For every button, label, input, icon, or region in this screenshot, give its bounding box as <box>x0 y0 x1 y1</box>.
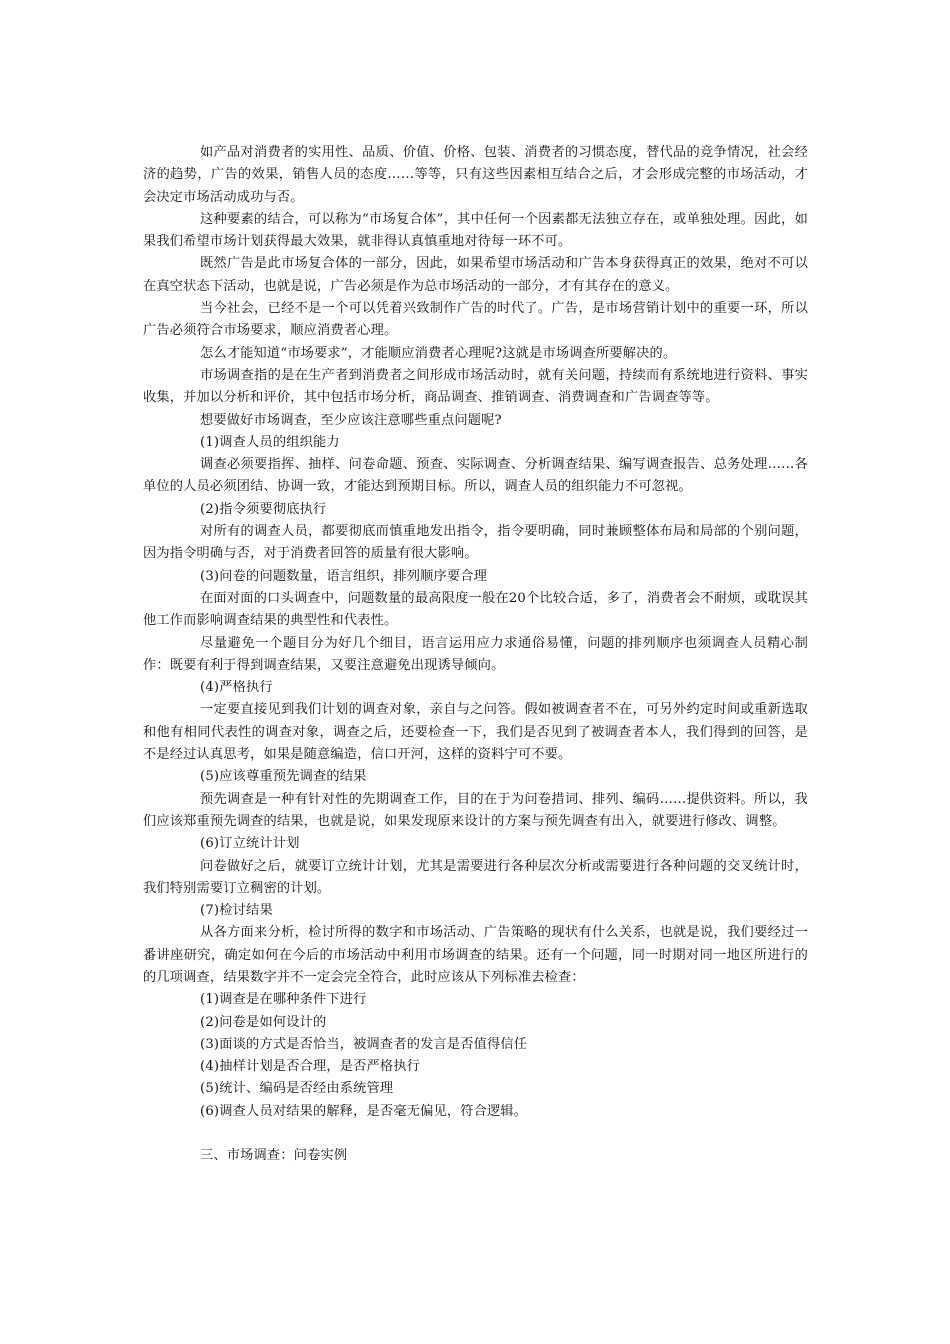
paragraph: 对所有的调查人员，都要彻底而慎重地发出指令，指令要明确，同时兼顾整体布局和局部的个别问题，因为指令明确与否，对于消费者回答的质量有很大影响。 <box>143 524 808 562</box>
list-heading: (7)检讨结果 <box>200 903 273 919</box>
paragraph: 如产品对消费者的实用性、品质、价值、价格、包装、消费者的习惯态度，替代品的竞争情况，社会经济的趋势，广告的效果，销售人员的态度……等等，只有这些因素相互结合之后，才会形成完整的市场活动，才会决定市场活动成功与否。 <box>143 145 808 205</box>
document-body <box>143 142 808 1168</box>
paragraph: 这种要素的结合，可以称为“市场复合体”，其中任何一个因素都无法独立存在，或单独处理。因此，如果我们希望市场计划获得最大效果，就非得认真慎重地对待每一环不可。 <box>143 211 808 250</box>
check-item: (1)调查是在哪种条件下进行 <box>200 992 367 1008</box>
paragraph: 预先调查是一种有针对性的先期调查工作，目的在于为问卷措词、排列、编码……提供资料。所以，我们应该郑重预先调查的结果，也就是说，如果发现原来设计的方案与预先调查有出入，就要进行修改、调整。 <box>143 791 808 829</box>
paragraph: 市场调查指的是在生产者到消费者之间形成市场活动时，就有关问题，持续而有系统地进行资料、事实收集，并加以分析和评价，其中包括市场分析，商品调查、推销调查、消费调查和广告调查等等。 <box>143 367 808 406</box>
paragraph: 怎么才能知道“市场要求”，才能顺应消费者心理呢?这就是市场调查所要解决的。 <box>200 345 677 361</box>
paragraph: 一定要直接见到我们计划的调查对象，亲自与之问答。假如被调查者不在，可另外约定时间或重新选取和他有相同代表性的调查对象，调查之后，还要检查一下，我们是否见到了被调查者本人，我们得到的回答，是不是经过认真思考，如果是随意编造，信口开河，这样的资料宁可不要。 <box>143 702 808 763</box>
paragraph: 尽量避免一个题目分为好几个细目，语言运用应力求通俗易懂，问题的排列顺序也须调查人员精心制作：既要有利于得到调查结果，又要注意避免出现诱导倾向。 <box>143 635 808 673</box>
paragraph: 问卷做好之后，就要订立统计计划，尤其是需要进行各种层次分析或需要进行各种问题的交叉统计时，我们特别需要订立稠密的计划。 <box>143 858 808 896</box>
paragraph-gap <box>143 1123 808 1145</box>
section-heading: 三、市场调查：问卷实例 <box>200 1148 348 1164</box>
list-heading: (1)调查人员的组织能力 <box>200 434 340 450</box>
list-heading: (6)订立统计计划 <box>200 836 300 852</box>
paragraph: 在面对面的口头调查中，问题数量的最高限度一般在20个比较合适，多了，消费者会不耐烦，或耽误其他工作而影响调查结果的典型性和代表性。 <box>143 590 808 629</box>
list-heading: (5)应该尊重预先调查的结果 <box>200 769 367 785</box>
list-heading: (2)指令须要彻底执行 <box>200 501 327 517</box>
list-heading: (4)严格执行 <box>200 680 273 696</box>
check-item: (2)问卷是如何设计的 <box>200 1014 327 1030</box>
check-item: (6)调查人员对结果的解释，是否毫无偏见，符合逻辑。 <box>200 1103 528 1119</box>
paragraph: 想要做好市场调查，至少应该注意哪些重点问题呢? <box>200 412 502 428</box>
paragraph: 既然广告是此市场复合体的一部分，因此，如果希望市场活动和广告本身获得真正的效果，绝对不可以在真空状态下活动，也就是说，广告必须是作为总市场活动的一部分，才有其存在的意义。 <box>143 256 808 294</box>
paragraph: 调查必须要指挥、抽样、问卷命题、预查、实际调查、分析调查结果、编写调查报告、总务处理……各单位的人员必须团结、协调一致，才能达到预期目标。所以，调查人员的组织能力不可忽视。 <box>143 457 808 495</box>
check-item: (4)抽样计划是否合理，是否严格执行 <box>200 1059 421 1075</box>
list-heading: (3)问卷的问题数量，语言组织，排列顺序要合理 <box>200 568 488 584</box>
check-item: (5)统计、编码是否经由系统管理 <box>200 1081 394 1097</box>
check-item: (3)面谈的方式是否恰当，被调查者的发言是否值得信任 <box>200 1036 528 1052</box>
paragraph: 当今社会，已经不是一个可以凭着兴致制作广告的时代了。广告，是市场营销计划中的重要一环，所以广告必须符合市场要求，顺应消费者心理。 <box>143 301 808 339</box>
paragraph: 从各方面来分析，检讨所得的数字和市场活动、广告策略的现状有什么关系，也就是说，我们要经过一番讲座研究，确定如何在今后的市场活动中利用市场调查的结果。还有一个问题，同一时期对同一地区所进行的的几项调查，结果数字并不一定会完全符合，此时应该从下列标准去检查： <box>143 925 808 985</box>
